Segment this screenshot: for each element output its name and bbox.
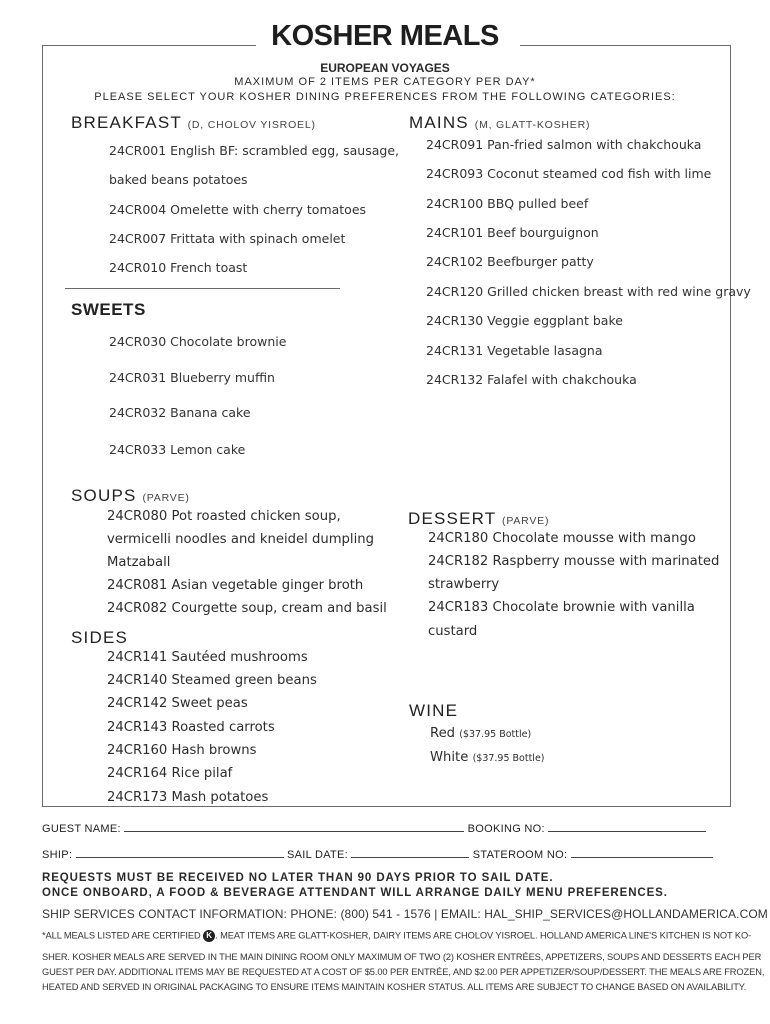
breakfast-item[interactable]: 24CR001 English BF: scrambled egg, sausage,	[109, 143, 399, 158]
deadline-notice: REQUESTS MUST BE RECEIVED NO LATER THAN 90 DAYS PRIOR TO SAIL DATE.	[42, 872, 554, 884]
fineprint-line-2: SHER. KOSHER MEALS ARE SERVED IN THE MAIN DINING ROOM ONLY MAXIMUM OF TWO (2) KOSHER ENTRÉES, APPETIZERS, SOUPS AND DESSERTS EACH PER	[42, 952, 762, 962]
mains-item[interactable]: 24CR091 Pan-fried salmon with chakchouka	[426, 137, 702, 152]
dessert-heading	[408, 509, 549, 529]
sail-date-label: SAIL DATE:	[286, 849, 349, 861]
mains-item[interactable]: 24CR102 Beefburger patty	[426, 254, 594, 269]
sweets-heading: SWEETS	[71, 300, 146, 319]
soups-item[interactable]: 24CR082 Courgette soup, cream and basil	[107, 601, 387, 616]
mains-item[interactable]: 24CR100 BBQ pulled beef	[426, 196, 589, 211]
guest-name-row	[42, 821, 706, 835]
sides-item[interactable]: 24CR141 Sautéed mushrooms	[107, 650, 308, 665]
mains-heading	[409, 113, 590, 133]
sweets-item[interactable]: 24CR031 Blueberry muffin	[109, 370, 275, 385]
dessert-item[interactable]: 24CR180 Chocolate mousse with mango	[428, 531, 696, 546]
soups-item-cont: Matzaball	[107, 555, 171, 570]
dessert-item-cont: strawberry	[428, 577, 500, 592]
booking-no-label: BOOKING NO:	[467, 823, 545, 835]
breakfast-note: (D, CHOLOV YISROEL)	[187, 119, 316, 131]
breakfast-item[interactable]: 24CR007 Frittata with spinach omelet	[109, 231, 346, 246]
mains-item[interactable]: 24CR131 Vegetable lasagna	[426, 343, 603, 358]
guest-name-label: GUEST NAME:	[42, 823, 121, 835]
mains-item[interactable]: 24CR101 Beef bourguignon	[426, 225, 599, 240]
breakfast-item-cont: baked beans potatoes	[109, 172, 248, 187]
sweets-item[interactable]: 24CR032 Banana cake	[109, 405, 251, 420]
contact-info: SHIP SERVICES CONTACT INFORMATION: PHONE: (800) 541 - 1576 | EMAIL: HAL_SHIP_SERVICES@HOLLANDAMERICA.COM	[42, 907, 768, 921]
wine-white[interactable]	[430, 750, 545, 765]
mains-item[interactable]: 24CR120 Grilled chicken breast with red wine gravy	[426, 284, 751, 299]
breakfast-item[interactable]: 24CR004 Omelette with cherry tomatoes	[109, 202, 367, 217]
voyage-subtitle: EUROPEAN VOYAGES	[320, 61, 450, 75]
sides-item[interactable]: 24CR164 Rice pilaf	[107, 766, 233, 781]
fineprint-line-3: GUEST PER DAY. ADDITIONAL ITEMS MAY BE REQUESTED AT A COST OF $5.00 PER ENTRÉE, AND $2.00 PER APPETIZER/SOUP/DESSERT. THE MEALS ARE FROZEN,	[42, 967, 765, 977]
dessert-title: DESSERT	[408, 509, 497, 528]
wine-white-name: White	[430, 750, 469, 765]
kosher-k-icon: K	[203, 930, 215, 942]
fineprint-line-4: HEATED AND SERVED IN ORIGINAL PACKAGING TO ENSURE ITEMS MAINTAIN KOSHER STATUS. ALL ITEMS ARE SUBJECT TO CHANGE BASED ON AVAILABILITY.	[42, 982, 747, 992]
booking-no-field[interactable]	[548, 821, 706, 832]
frame-bottom	[42, 806, 731, 807]
breakfast-heading	[71, 113, 316, 133]
sides-item[interactable]: 24CR160 Hash browns	[107, 743, 257, 758]
sweets-item[interactable]: 24CR030 Chocolate brownie	[109, 334, 287, 349]
frame-right	[730, 45, 731, 807]
mains-item[interactable]: 24CR093 Coconut steamed cod fish with lime	[426, 166, 712, 181]
sweets-item[interactable]: 24CR033 Lemon cake	[109, 442, 246, 457]
item-limit-note: MAXIMUM OF 2 ITEMS PER CATEGORY PER DAY*	[234, 76, 536, 88]
mains-title: MAINS	[409, 113, 469, 132]
soups-item[interactable]: 24CR081 Asian vegetable ginger broth	[107, 578, 364, 593]
dessert-item[interactable]: 24CR182 Raspberry mousse with marinated	[428, 554, 720, 569]
sides-item[interactable]: 24CR142 Sweet peas	[107, 696, 248, 711]
guest-name-field[interactable]	[124, 821, 464, 832]
wine-red-name: Red	[430, 726, 456, 741]
sides-item[interactable]: 24CR173 Mash potatoes	[107, 790, 269, 805]
soups-item-cont: vermicelli noodles and kneidel dumpling	[107, 532, 374, 547]
mains-item[interactable]: 24CR130 Veggie eggplant bake	[426, 313, 623, 328]
wine-heading: WINE	[409, 701, 459, 720]
fineprint-line-1	[42, 930, 751, 942]
instruction-text: PLEASE SELECT YOUR KOSHER DINING PREFERENCES FROM THE FOLLOWING CATEGORIES:	[94, 91, 676, 103]
ship-row	[42, 847, 713, 861]
frame-left	[42, 45, 43, 807]
fineprint-meat-dairy: . MEAT ITEMS ARE GLATT-KOSHER, DAIRY ITEMS ARE CHOLOV YISROEL. HOLLAND AMERICA LINE’S KITCHEN IS NOT KO-	[215, 930, 752, 941]
soups-heading	[71, 486, 190, 506]
stateroom-no-label: STATEROOM NO:	[472, 849, 568, 861]
sail-date-field[interactable]	[351, 847, 469, 858]
dessert-note: (PARVE)	[502, 515, 550, 527]
soups-title: SOUPS	[71, 486, 137, 505]
page-title: KOSHER MEALS	[271, 20, 499, 52]
wine-red[interactable]	[430, 726, 531, 741]
stateroom-no-field[interactable]	[571, 847, 713, 858]
frame-top-right	[520, 45, 731, 46]
ship-field[interactable]	[76, 847, 284, 858]
soups-item[interactable]: 24CR080 Pot roasted chicken soup,	[107, 509, 341, 524]
sides-item[interactable]: 24CR143 Roasted carrots	[107, 720, 275, 735]
sides-item[interactable]: 24CR140 Steamed green beans	[107, 673, 317, 688]
fineprint-certified: *ALL MEALS LISTED ARE CERTIFIED	[42, 930, 201, 941]
soups-note: (PARVE)	[142, 492, 190, 504]
dessert-item-cont: custard	[428, 624, 478, 639]
sides-heading: SIDES	[71, 628, 129, 647]
onboard-notice: ONCE ONBOARD, A FOOD & BEVERAGE ATTENDANT WILL ARRANGE DAILY MENU PREFERENCES.	[42, 887, 668, 899]
wine-white-price: ($37.95 Bottle)	[472, 753, 545, 764]
mains-note: (M, GLATT-KOSHER)	[474, 119, 591, 131]
frame-top-left	[42, 45, 256, 46]
ship-label: SHIP:	[42, 849, 73, 861]
dessert-item[interactable]: 24CR183 Chocolate brownie with vanilla	[428, 600, 695, 615]
breakfast-divider	[65, 288, 340, 289]
wine-red-price: ($37.95 Bottle)	[459, 729, 532, 740]
breakfast-title: BREAKFAST	[71, 113, 182, 132]
breakfast-item[interactable]: 24CR010 French toast	[109, 260, 248, 275]
mains-item[interactable]: 24CR132 Falafel with chakchouka	[426, 372, 637, 387]
